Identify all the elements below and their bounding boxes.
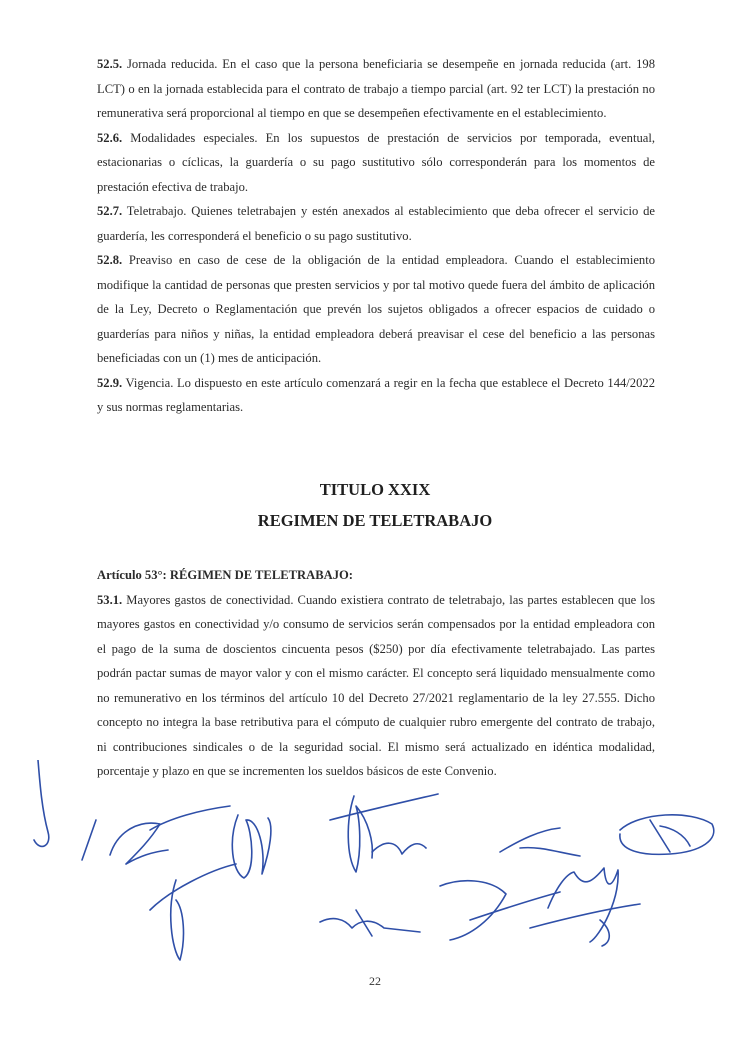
article-52-continuation [97,52,655,420]
title-number: TITULO XXIX [319,480,431,499]
paragraph-52-6 [97,126,655,200]
paragraph-text: Modalidades especiales. En los supuestos de prestación de servicios por temporada, eventual, estacionarias o cíclicas, la guardería o su pago sustitutivo sólo corresponderán para los momentos de prestación efectiva de trabajo. [97,130,655,194]
signature-mark [330,794,438,820]
paragraph-text: Preaviso en caso de cese de la obligación de la entidad empleadora. Cuando el establecimiento modifique la cantidad de personas que presten servicios y por tal motivo quede fuera del ámbito de aplicación de la Ley, Decreto o Reglamentación que prevén los sujetos obligados a ofrecer espacios de cuidado o guarderías para niños y niñas, la entidad empleadora deberá preavisar el cese del beneficio a las personas beneficiadas con un (1) mes de anticipación. [97,253,655,365]
paragraph-text: Jornada reducida. En el caso que la persona beneficiaria se desempeñe en jornada reducida (art. 198 LCT) o en la jornada establecida para el contrato de trabajo a tiempo parcial (art. 92 ter LCT) la prestación no remunerativa será proporcional al tiempo en que se desempeñen efectivamente en el establecimiento. [97,57,655,120]
paragraph-number: 52.9. [97,375,123,390]
paragraph-number: 52.5. [97,57,123,71]
signature-mark [320,919,420,932]
paragraph-53-1 [97,588,655,784]
signature-mark [34,760,49,846]
paragraph-text: Teletrabajo. Quienes teletrabajen y estén anexados al establecimiento que deba ofrecer el servicio de guardería, les corresponderá el beneficio o su pago sustitutivo. [97,204,655,243]
paragraph-number: 52.8. [97,253,123,267]
signature-mark [232,815,271,878]
article-heading: Artículo 53°: RÉGIMEN DE TELETRABAJO: [97,568,353,582]
title-heading: REGIMEN DE TELETRABAJO [257,511,493,530]
paragraph-number: 52.7. [97,204,123,218]
page-number: 22 [369,974,381,988]
paragraph-number: 53.1. [97,592,123,607]
signature-mark [530,904,640,928]
signature-mark [82,820,96,860]
handwritten-signatures [0,760,750,990]
signature-mark [110,823,168,864]
signature-mark [372,843,426,854]
signature-mark [150,806,230,830]
paragraph-52-9 [97,371,655,420]
paragraph-text: Mayores gastos de conectividad. Cuando existiera contrato de teletrabajo, las partes establecen que los mayores gastos en conectividad y/o consumo de servicios serán compensados por la entidad empleadora con el pago de la suma de doscientos cincuenta pesos ($250) por día efectivamente teletrabajado. Las partes podrán pactar sumas de mayor valor y con el mismo carácter. El concepto será liquidado mensualmente como no remunerativo en los términos del artículo 10 del Decreto 27/2021 reglamentario de la ley 27.555. Dicho concepto no integra la base retributiva para el cómputo de cualquier rubro emergente del contrato de trabajo, ni contribuciones sindicales o de la seguridad social. El mismo será actualizado en idéntica modalidad, porcentaje y plazo en que se incrementen los sueldos básicos de este Convenio. [97,592,655,778]
signature-mark [650,820,670,852]
signature-mark [440,881,506,940]
paragraph-number: 52.6. [97,130,123,145]
signature-mark [600,920,609,946]
signature-mark [520,848,580,856]
paragraph-text: Vigencia. Lo dispuesto en este artículo comenzará a regir en la fecha que establece el Decreto 144/2022 y sus normas reglamentarias. [97,375,655,414]
paragraph-52-5 [97,52,655,126]
signature-mark [150,864,236,910]
paragraph-52-7 [97,199,655,248]
article-53 [97,563,655,784]
signature-mark [348,796,372,872]
paragraph-52-8 [97,248,655,371]
signature-mark [620,815,714,855]
signature-mark [470,892,560,920]
